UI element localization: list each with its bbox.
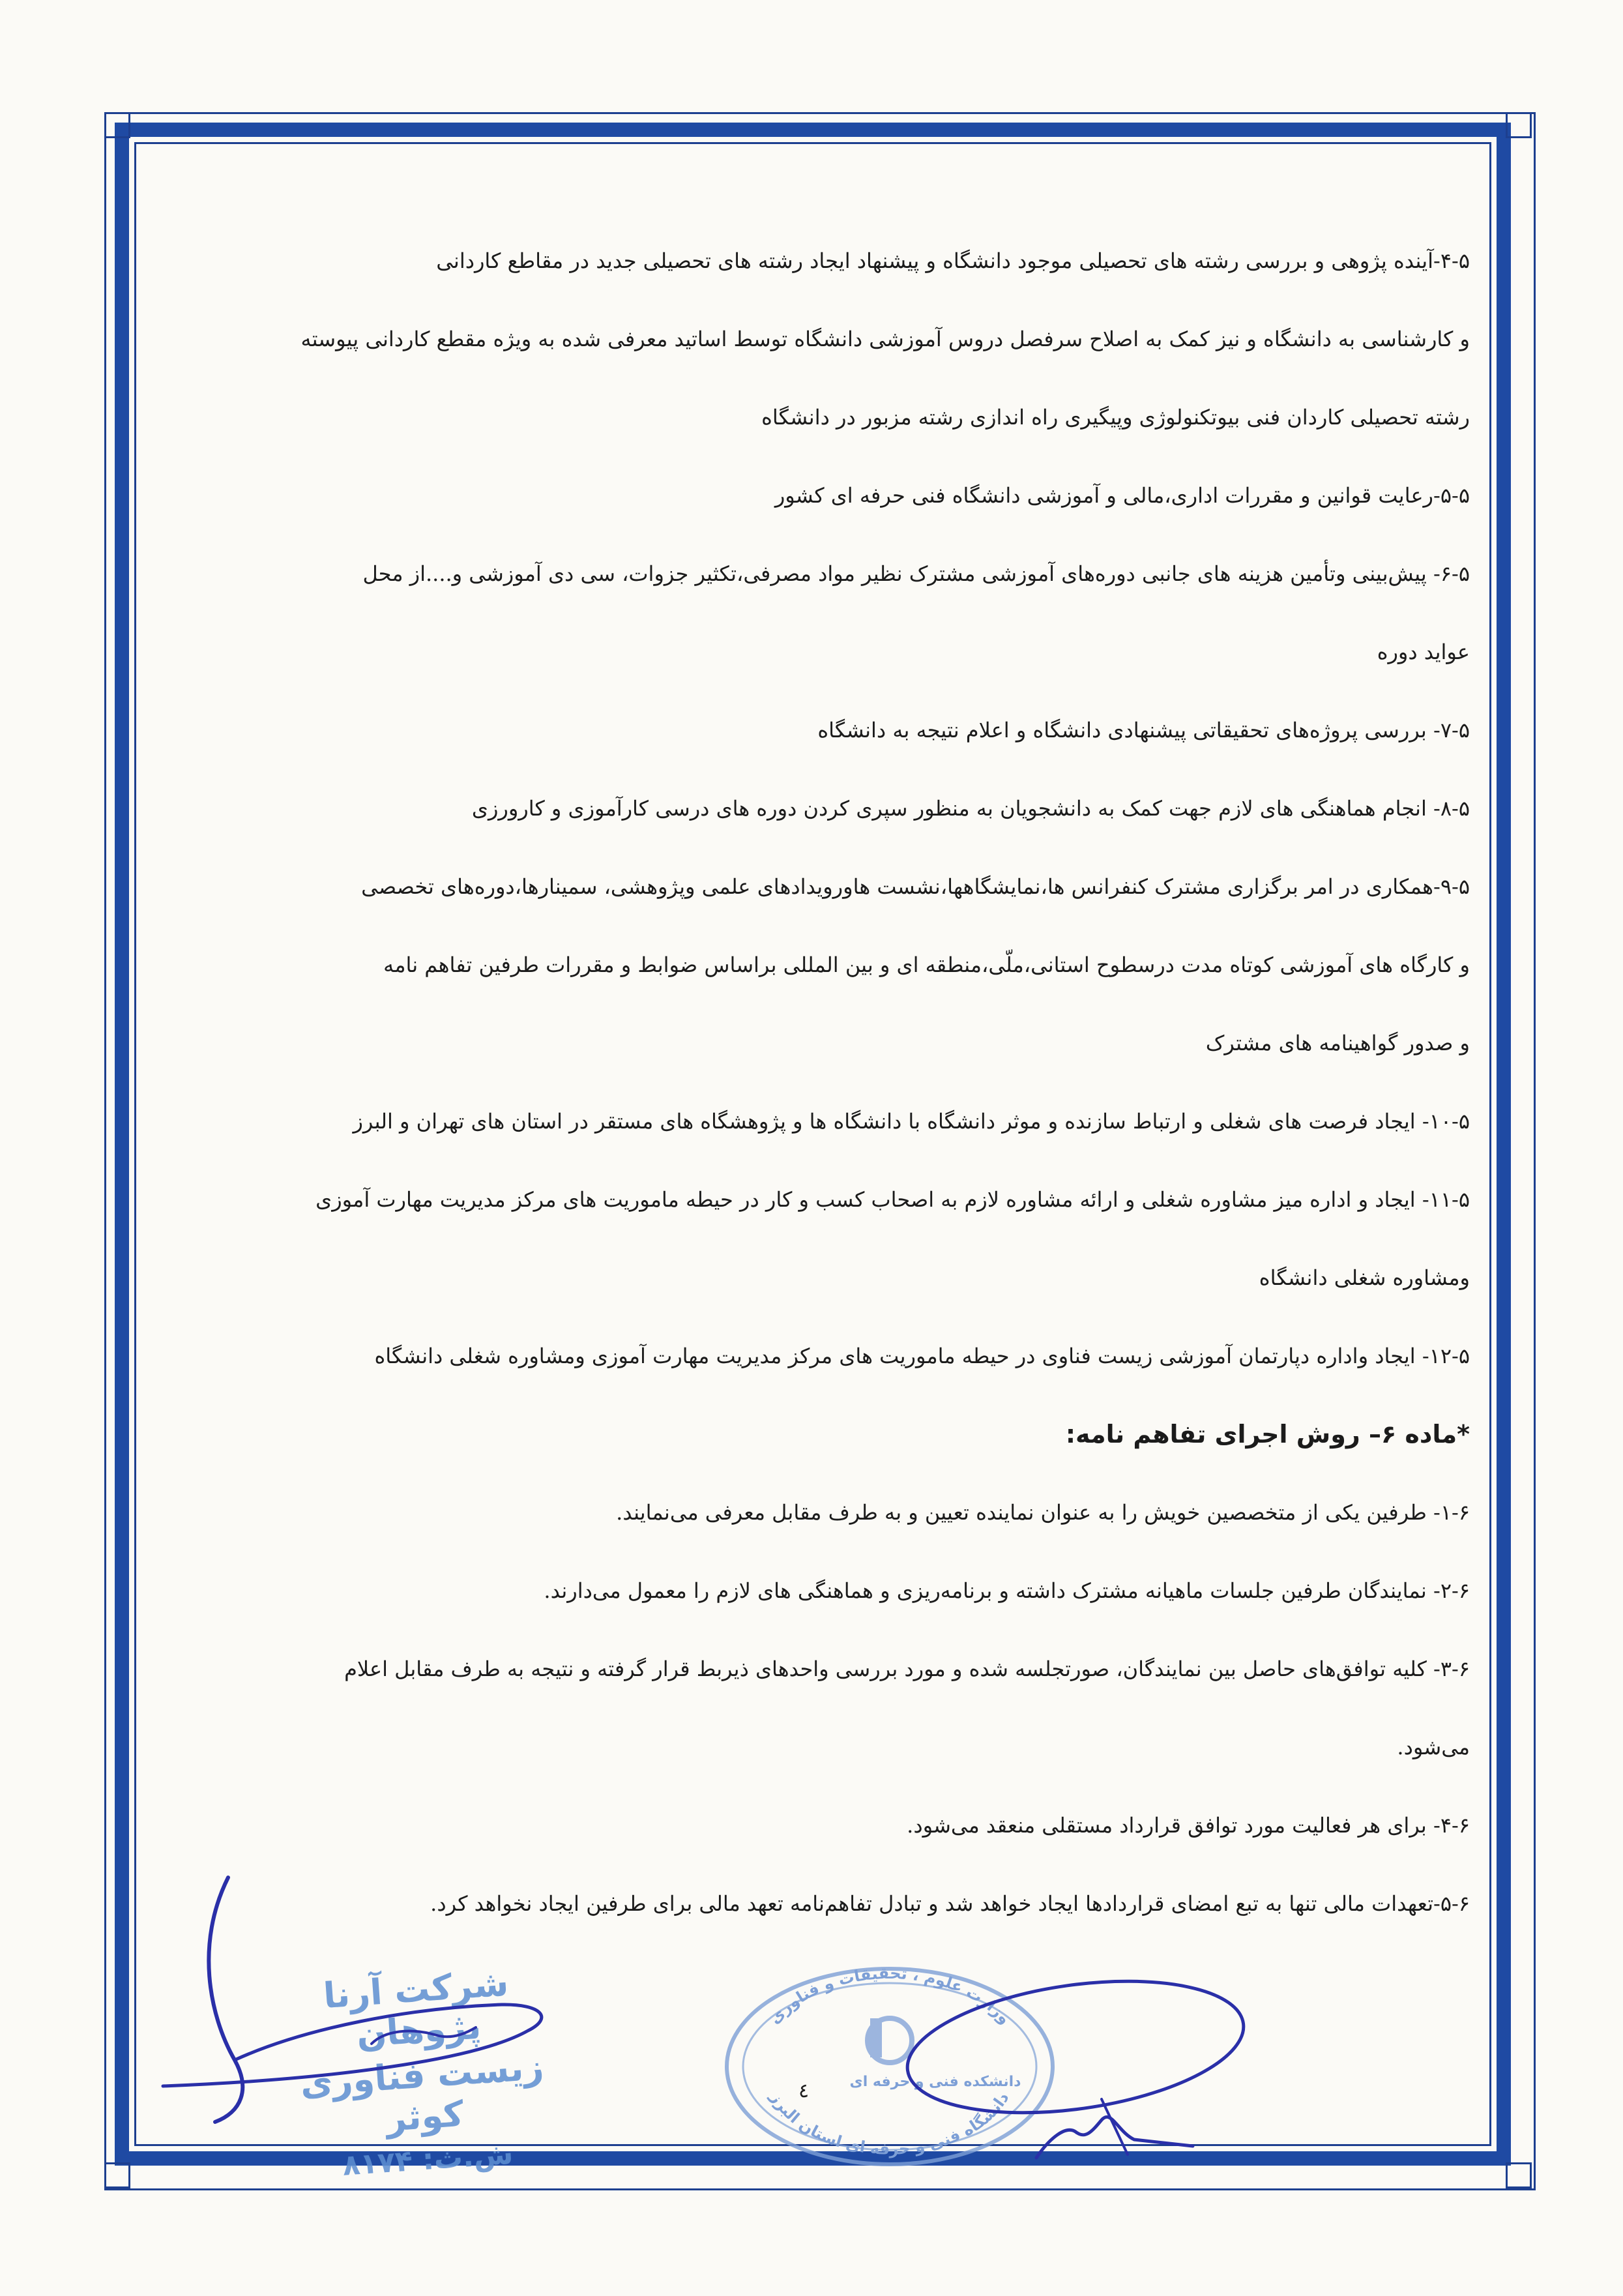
university-stamp-top-text: وزارت علوم ، تحقیقات و فناوری bbox=[765, 1964, 1014, 2028]
text-line: ۱۲-۵- ایجاد واداره دپارتمان آموزشی زیست فناوی در حیطه ماموریت های مرکز مدیریت مهارت آموزی ومشاوره شغلی دانشگاه bbox=[374, 1344, 1470, 1368]
clause-6-1 bbox=[160, 1473, 1470, 1552]
text-line: عواید دوره bbox=[1377, 640, 1470, 664]
section-6-heading: *ماده ۶– روش اجرای تفاهم نامه: bbox=[1065, 1420, 1470, 1449]
text-line: ۴-۵-آینده پژوهی و بررسی رشته های تحصیلی موجود دانشگاه و پیشنهاد ایجاد رشته های تحصیلی جدید در مقاطع کاردانی bbox=[436, 248, 1470, 273]
clause-5-8 bbox=[160, 769, 1470, 847]
text-line: ۲-۶- نمایندگان طرفین جلسات ماهیانه مشترک داشته و برنامه‌ریزی و هماهنگی های لازم را معمول می‌دارند. bbox=[544, 1578, 1470, 1603]
border-corner-bottom-right bbox=[1506, 2162, 1532, 2188]
page-number: ٤ bbox=[798, 2080, 810, 2102]
clause-5-9 bbox=[160, 847, 1470, 1082]
university-stamp-middle-text: دانشکده فنی و حرفه ای bbox=[849, 2074, 1021, 2090]
text-line: ۸-۵- انجام هماهنگی های لازم جهت کمک به دانشجویان به منظور سپری کردن دوره های درسی کارآموزی و کارورزی bbox=[471, 796, 1470, 821]
company-stamp-name: شرکت آرنا پژوهان bbox=[322, 1962, 510, 2055]
border-corner-top-left bbox=[104, 112, 130, 138]
company-stamp-subtitle: زیست فناوری کوثر bbox=[299, 2046, 546, 2140]
university-signature bbox=[886, 1969, 1258, 2164]
text-line: ۱۱-۵- ایجاد و اداره میز مشاوره شغلی و ارائه مشاوره لازم به اصحاب کسب و کار در حیطه ماموریت های مرکز مدیریت مهارت آموزی bbox=[315, 1187, 1470, 1212]
clause-5-11 bbox=[160, 1160, 1470, 1317]
clause-6-3 bbox=[160, 1630, 1470, 1786]
clause-5-5 bbox=[160, 456, 1470, 535]
text-line: ۴-۶- برای هر فعالیت مورد توافق قرارداد مستقلی منعقد می‌شود. bbox=[907, 1813, 1470, 1838]
text-line: و کارگاه های آموزشی کوتاه مدت درسطوح استانی،ملّی،منطقه ای و بین المللی براساس ضوابط و مقررات طرفین تفاهم نامه bbox=[383, 952, 1470, 977]
text-line: رشته تحصیلی کاردان فنی بیوتکنولوژی وپیگیری راه اندازی رشته مزبور در دانشگاه bbox=[761, 405, 1470, 430]
border-corner-top-right bbox=[1506, 112, 1532, 138]
clause-6-4 bbox=[160, 1786, 1470, 1864]
text-line: ۵-۵-رعایت قوانین و مقررات اداری،مالی و آموزشی دانشگاه فنی حرفه ای کشور bbox=[774, 483, 1470, 508]
clause-5-12 bbox=[160, 1317, 1470, 1395]
text-line: ۶-۵- پیش‌بینی وتأمین هزینه های جانبی دوره‌های آموزشی مشترک نظیر مواد مصرفی،تکثیر جزوات، سی دی آموزشی و....از محل bbox=[362, 561, 1470, 586]
text-line: ۱۰-۵- ایجاد فرصت های شغلی و ارتباط سازنده و موثر دانشگاه با دانشگاه ها و پژوهشگاه های مستقر در استان های تهران و البرز bbox=[353, 1109, 1470, 1134]
border-corner-bottom-left bbox=[104, 2162, 130, 2188]
clause-5-6 bbox=[160, 535, 1470, 691]
clause-5-10 bbox=[160, 1082, 1470, 1160]
company-signature bbox=[137, 1864, 593, 2138]
text-line: ۳-۶- کلیه توافق‌های حاصل بین نمایندگان، صورتجلسه شده و مورد بررسی واحدهای ذیربط قرار گرفته و نتیجه به طرف مقابل اعلام bbox=[344, 1656, 1470, 1681]
university-stamp-bottom-text: دانشگاه فنی و حرفه ای استان البرز bbox=[767, 2089, 1013, 2158]
clause-6-2 bbox=[160, 1552, 1470, 1630]
company-stamp-registration: ش.ث: ۸۱۷۴ bbox=[341, 2137, 514, 2183]
text-line: ۷-۵- بررسی پروژه‌های تحقیقاتی پیشنهادی دانشگاه و اعلام نتیجه به دانشگاه bbox=[817, 718, 1470, 743]
clause-5-7 bbox=[160, 691, 1470, 769]
text-line: ۹-۵-همکاری در امر برگزاری مشترک کنفرانس ها،نمایشگاهها،نشست هاورویدادهای علمی وپژوهشی، سمینارها،دوره‌های تخصصی bbox=[361, 874, 1470, 899]
text-line: ومشاوره شغلی دانشگاه bbox=[1259, 1265, 1470, 1290]
text-line: ۱-۶- طرفین یکی از متخصصین خویش را به عنوان نماینده تعیین و به طرف مقابل معرفی می‌نمایند. bbox=[616, 1500, 1470, 1525]
document-body bbox=[160, 222, 1470, 1943]
clause-5-4 bbox=[160, 222, 1470, 456]
text-line: می‌شود. bbox=[1397, 1735, 1470, 1759]
text-line: و صدور گواهینامه های مشترک bbox=[1205, 1031, 1470, 1055]
text-line: ۵-۶-تعهدات مالی تنها به تبع امضای قراردادها ایجاد خواهد شد و تبادل تفاهم‌نامه تعهد مالی برای طرفین ایجاد نخواهد کرد. bbox=[430, 1891, 1470, 1916]
text-line: و کارشناسی به دانشگاه و نیز کمک به اصلاح سرفصل دروس آموزشی دانشگاه توسط اساتید معرفی شده به ویژه مقطع کاردانی پیوسته bbox=[300, 327, 1470, 351]
